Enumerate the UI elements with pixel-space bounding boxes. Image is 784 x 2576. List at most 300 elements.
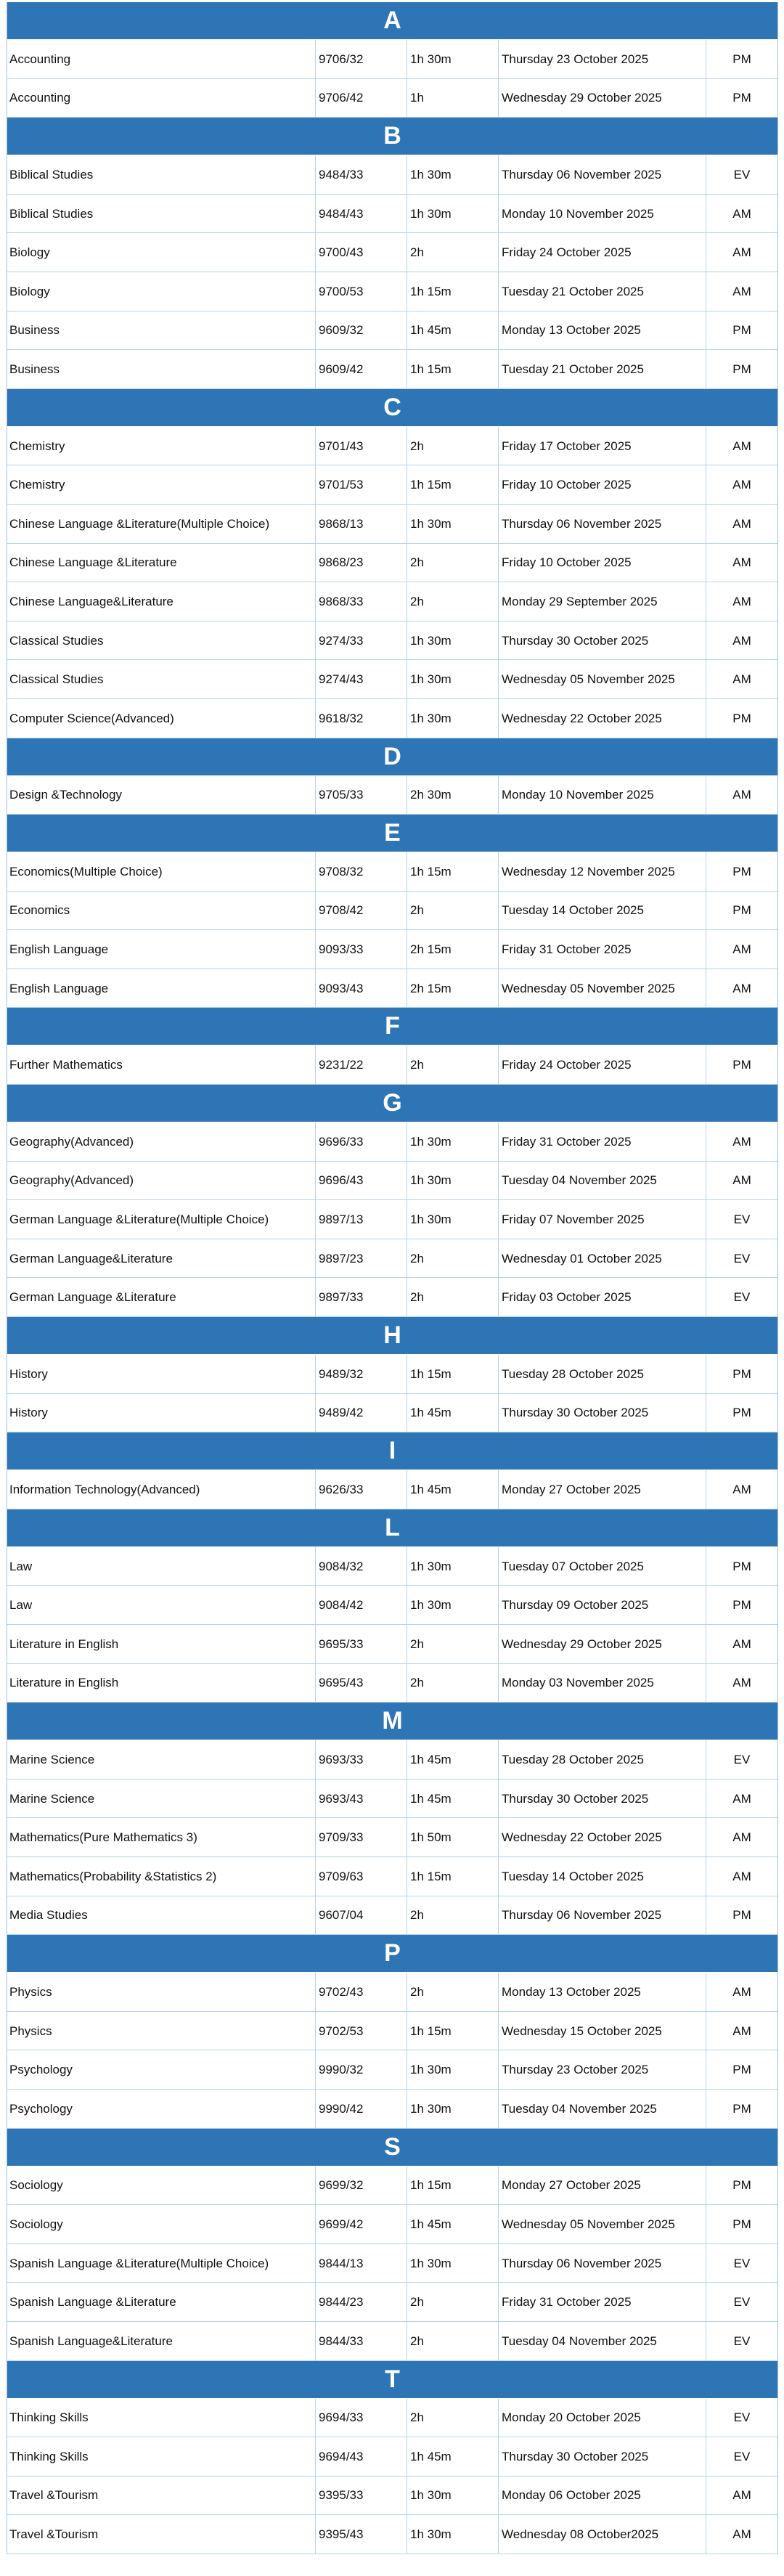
table-row [7, 505, 777, 544]
duration-cell: 1h 30m [407, 2050, 499, 2089]
table-row [7, 699, 777, 738]
table-row [7, 465, 777, 505]
subject-cell: Travel &Tourism [7, 2515, 316, 2553]
session-cell: PM [732, 1908, 751, 1923]
date-cell: Tuesday 28 October 2025 [499, 1740, 706, 1779]
session-cell: AM [732, 555, 751, 570]
table-row [7, 2515, 777, 2554]
subject-cell: Accounting [7, 40, 316, 78]
date-cell: Thursday 09 October 2025 [499, 1586, 706, 1624]
syllabus-code-cell: 9868/23 [316, 544, 407, 582]
date-cell: Monday 29 September 2025 [499, 582, 706, 621]
session-cell: AM [732, 1830, 751, 1845]
date-cell: Thursday 06 November 2025 [499, 155, 706, 194]
session-cell: AM [732, 2488, 751, 2503]
section-header-t: T [7, 2361, 777, 2399]
session-cell: PM [732, 323, 751, 338]
table-row [7, 1200, 777, 1239]
date-cell: Wednesday 12 November 2025 [499, 852, 706, 891]
date-cell: Friday 03 October 2025 [499, 1278, 706, 1316]
syllabus-code-cell: 9231/22 [316, 1046, 407, 1084]
subject-cell: Business [7, 311, 316, 350]
duration-cell: 1h 15m [407, 1857, 499, 1896]
section-header-c: C [7, 389, 777, 427]
duration-cell: 1h 45m [407, 1394, 499, 1432]
duration-cell: 1h 30m [407, 155, 499, 194]
subject-cell: Mathematics(Pure Mathematics 3) [7, 1818, 316, 1856]
date-cell: Thursday 23 October 2025 [499, 2050, 706, 2089]
section-header-i: I [7, 1432, 777, 1470]
date-cell: Monday 03 November 2025 [499, 1664, 706, 1703]
duration-cell: 2h [407, 582, 499, 621]
table-row [7, 155, 777, 195]
table-row [7, 2283, 777, 2322]
session-cell: AM [732, 284, 751, 298]
subject-cell: German Language&Literature [7, 1239, 316, 1278]
table-row [7, 2050, 777, 2090]
date-cell: Friday 31 October 2025 [499, 930, 706, 969]
syllabus-code-cell: 9093/33 [316, 930, 407, 969]
subject-cell: Spanish Language&Literature [7, 2322, 316, 2360]
table-row [7, 2244, 777, 2283]
session-cell: EV [733, 2449, 751, 2463]
subject-cell: Further Mathematics [7, 1046, 316, 1084]
duration-cell: 1h 30m [407, 1162, 499, 1200]
session-cell: EV [733, 2295, 751, 2310]
subject-cell: Chemistry [7, 465, 316, 504]
session-cell: AM [732, 1791, 751, 1806]
table-row [7, 660, 777, 699]
duration-cell: 1h 50m [407, 1818, 499, 1856]
session-cell: PM [732, 362, 751, 376]
session-cell: AM [732, 439, 751, 453]
duration-cell: 2h [407, 2399, 499, 2437]
table-row [7, 427, 777, 466]
session-cell: PM [732, 91, 751, 105]
section-header-e: E [7, 815, 777, 852]
table-row [7, 2322, 777, 2361]
date-cell: Friday 31 October 2025 [499, 1122, 706, 1161]
subject-cell: Thinking Skills [7, 2399, 316, 2437]
section-header-f: F [7, 1008, 777, 1046]
session-cell: PM [732, 1058, 751, 1072]
syllabus-code-cell: 9274/43 [316, 660, 407, 698]
subject-cell: Marine Science [7, 1740, 316, 1779]
syllabus-code-cell: 9844/23 [316, 2283, 407, 2321]
session-cell: PM [732, 903, 751, 918]
date-cell: Wednesday 22 October 2025 [499, 1818, 706, 1856]
session-cell: AM [732, 1173, 751, 1188]
syllabus-code-cell: 9693/33 [316, 1740, 407, 1779]
table-row [7, 1355, 777, 1394]
date-cell: Friday 31 October 2025 [499, 2283, 706, 2321]
duration-cell: 2h [407, 1625, 499, 1663]
session-cell: PM [732, 1366, 751, 1381]
date-cell: Monday 27 October 2025 [499, 2167, 706, 2205]
syllabus-code-cell: 9609/42 [316, 350, 407, 388]
subject-cell: Spanish Language &Literature(Multiple Choice) [7, 2244, 316, 2283]
session-cell: EV [733, 1290, 751, 1305]
date-cell: Tuesday 04 November 2025 [499, 1162, 706, 1200]
syllabus-code-cell: 9700/53 [316, 272, 407, 311]
syllabus-code-cell: 9484/33 [316, 155, 407, 194]
table-row [7, 1740, 777, 1780]
table-row [7, 2437, 777, 2477]
subject-cell: Classical Studies [7, 660, 316, 698]
session-cell: AM [732, 1869, 751, 1883]
session-cell: AM [732, 2023, 751, 2038]
table-row [7, 2090, 777, 2129]
date-cell: Monday 10 November 2025 [499, 776, 706, 815]
duration-cell: 1h 30m [407, 1122, 499, 1161]
duration-cell: 2h [407, 427, 499, 465]
syllabus-code-cell: 9706/42 [316, 79, 407, 118]
table-row [7, 1239, 777, 1279]
duration-cell: 1h 30m [407, 195, 499, 233]
syllabus-code-cell: 9708/32 [316, 852, 407, 891]
subject-cell: Chinese Language&Literature [7, 582, 316, 621]
exam-timetable [7, 2, 778, 2554]
date-cell: Wednesday 08 October2025 [499, 2515, 706, 2553]
date-cell: Friday 10 October 2025 [499, 465, 706, 504]
duration-cell: 1h 15m [407, 2012, 499, 2050]
syllabus-code-cell: 9093/43 [316, 969, 407, 1008]
duration-cell: 2h [407, 233, 499, 272]
duration-cell: 2h 15m [407, 969, 499, 1008]
syllabus-code-cell: 9701/43 [316, 427, 407, 465]
syllabus-code-cell: 9618/32 [316, 699, 407, 738]
table-row [7, 1780, 777, 1819]
syllabus-code-cell: 9897/13 [316, 1200, 407, 1239]
section-header-s: S [7, 2129, 777, 2167]
syllabus-code-cell: 9694/33 [316, 2399, 407, 2437]
duration-cell: 1h 15m [407, 272, 499, 311]
session-cell: EV [733, 1251, 751, 1265]
subject-cell: Physics [7, 1973, 316, 2011]
session-cell: PM [732, 2217, 751, 2231]
session-cell: AM [732, 1984, 751, 1999]
table-row [7, 776, 777, 815]
subject-cell: Accounting [7, 79, 316, 118]
session-cell: AM [732, 478, 751, 492]
table-row [7, 930, 777, 969]
duration-cell: 1h 15m [407, 1355, 499, 1393]
duration-cell: 1h 30m [407, 505, 499, 543]
date-cell: Tuesday 07 October 2025 [499, 1547, 706, 1586]
session-cell: EV [733, 1212, 751, 1227]
date-cell: Thursday 06 November 2025 [499, 505, 706, 543]
session-cell: AM [732, 2527, 751, 2542]
syllabus-code-cell: 9699/42 [316, 2205, 407, 2243]
subject-cell: Biblical Studies [7, 195, 316, 233]
table-row [7, 1162, 777, 1201]
duration-cell: 1h 30m [407, 2477, 499, 2515]
syllabus-code-cell: 9709/33 [316, 1818, 407, 1856]
syllabus-code-cell: 9695/43 [316, 1664, 407, 1703]
syllabus-code-cell: 9626/33 [316, 1470, 407, 1509]
section-header-g: G [7, 1085, 777, 1122]
duration-cell: 1h 15m [407, 2167, 499, 2205]
session-cell: AM [732, 1483, 751, 1497]
subject-cell: Economics [7, 892, 316, 930]
subject-cell: Law [7, 1586, 316, 1624]
section-header-d: D [7, 738, 777, 776]
session-cell: PM [732, 1406, 751, 1420]
table-row [7, 2205, 777, 2244]
table-row [7, 892, 777, 931]
date-cell: Wednesday 29 October 2025 [499, 79, 706, 118]
subject-cell: Classical Studies [7, 621, 316, 660]
table-row [7, 1046, 777, 1085]
syllabus-code-cell: 9484/43 [316, 195, 407, 233]
section-header-b: B [7, 118, 777, 155]
duration-cell: 1h 30m [407, 1586, 499, 1624]
syllabus-code-cell: 9844/13 [316, 2244, 407, 2283]
syllabus-code-cell: 9084/42 [316, 1586, 407, 1624]
syllabus-code-cell: 9702/43 [316, 1973, 407, 2011]
table-row [7, 852, 777, 892]
session-cell: AM [732, 672, 751, 687]
table-row [7, 350, 777, 389]
subject-cell: Chinese Language &Literature [7, 544, 316, 582]
table-row [7, 1664, 777, 1703]
syllabus-code-cell: 9868/33 [316, 582, 407, 621]
subject-cell: Marine Science [7, 1780, 316, 1818]
table-row [7, 79, 777, 118]
syllabus-code-cell: 9696/43 [316, 1162, 407, 1200]
duration-cell: 1h 15m [407, 852, 499, 891]
duration-cell: 1h 45m [407, 2205, 499, 2243]
duration-cell: 2h [407, 1664, 499, 1703]
syllabus-code-cell: 9705/33 [316, 776, 407, 815]
date-cell: Friday 07 November 2025 [499, 1200, 706, 1239]
syllabus-code-cell: 9700/43 [316, 233, 407, 272]
duration-cell: 1h 15m [407, 350, 499, 388]
date-cell: Tuesday 04 November 2025 [499, 2090, 706, 2128]
section-header-l: L [7, 1509, 777, 1547]
date-cell: Wednesday 05 November 2025 [499, 2205, 706, 2243]
session-cell: AM [732, 1637, 751, 1651]
syllabus-code-cell: 9695/33 [316, 1625, 407, 1663]
subject-cell: Travel &Tourism [7, 2477, 316, 2515]
subject-cell: Spanish Language &Literature [7, 2283, 316, 2321]
date-cell: Friday 10 October 2025 [499, 544, 706, 582]
date-cell: Thursday 23 October 2025 [499, 40, 706, 78]
syllabus-code-cell: 9609/32 [316, 311, 407, 350]
date-cell: Friday 24 October 2025 [499, 1046, 706, 1084]
duration-cell: 1h [407, 79, 499, 118]
duration-cell: 2h [407, 2283, 499, 2321]
duration-cell: 2h [407, 892, 499, 930]
date-cell: Wednesday 15 October 2025 [499, 2012, 706, 2050]
duration-cell: 1h 30m [407, 2244, 499, 2283]
session-cell: AM [732, 942, 751, 957]
syllabus-code-cell: 9274/33 [316, 621, 407, 660]
duration-cell: 2h [407, 1278, 499, 1316]
subject-cell: Chemistry [7, 427, 316, 465]
subject-cell: Biology [7, 272, 316, 311]
syllabus-code-cell: 9694/43 [316, 2437, 407, 2476]
subject-cell: Sociology [7, 2167, 316, 2205]
table-row [7, 1818, 777, 1857]
syllabus-code-cell: 9990/42 [316, 2090, 407, 2128]
date-cell: Thursday 30 October 2025 [499, 1394, 706, 1432]
syllabus-code-cell: 9897/33 [316, 1278, 407, 1316]
date-cell: Monday 10 November 2025 [499, 195, 706, 233]
session-cell: AM [732, 788, 751, 802]
date-cell: Wednesday 29 October 2025 [499, 1625, 706, 1663]
date-cell: Monday 27 October 2025 [499, 1470, 706, 1509]
duration-cell: 1h 30m [407, 40, 499, 78]
duration-cell: 1h 45m [407, 2437, 499, 2476]
session-cell: AM [732, 981, 751, 995]
subject-cell: German Language &Literature [7, 1278, 316, 1316]
session-cell: AM [732, 1676, 751, 1690]
session-cell: PM [732, 1598, 751, 1613]
duration-cell: 1h 30m [407, 2090, 499, 2128]
date-cell: Tuesday 14 October 2025 [499, 1857, 706, 1896]
table-row [7, 195, 777, 234]
session-cell: EV [733, 2334, 751, 2348]
subject-cell: Economics(Multiple Choice) [7, 852, 316, 891]
subject-cell: English Language [7, 930, 316, 969]
duration-cell: 1h 30m [407, 1200, 499, 1239]
date-cell: Wednesday 05 November 2025 [499, 969, 706, 1008]
syllabus-code-cell: 9706/32 [316, 40, 407, 78]
subject-cell: English Language [7, 969, 316, 1008]
table-row [7, 40, 777, 79]
date-cell: Thursday 06 November 2025 [499, 1896, 706, 1935]
syllabus-code-cell: 9990/32 [316, 2050, 407, 2089]
session-cell: EV [733, 167, 751, 182]
duration-cell: 1h 45m [407, 1780, 499, 1818]
session-cell: EV [733, 2256, 751, 2270]
date-cell: Tuesday 04 November 2025 [499, 2322, 706, 2360]
session-cell: AM [732, 245, 751, 260]
duration-cell: 1h 30m [407, 699, 499, 738]
date-cell: Monday 20 October 2025 [499, 2399, 706, 2437]
subject-cell: Business [7, 350, 316, 388]
syllabus-code-cell: 9489/42 [316, 1394, 407, 1432]
subject-cell: Sociology [7, 2205, 316, 2243]
duration-cell: 1h 45m [407, 1740, 499, 1779]
table-row [7, 233, 777, 272]
date-cell: Monday 13 October 2025 [499, 311, 706, 350]
table-row [7, 1896, 777, 1936]
date-cell: Tuesday 21 October 2025 [499, 272, 706, 311]
section-header-m: M [7, 1703, 777, 1740]
session-cell: AM [732, 516, 751, 531]
subject-cell: German Language &Literature(Multiple Choice) [7, 1200, 316, 1239]
duration-cell: 2h [407, 544, 499, 582]
subject-cell: Biblical Studies [7, 155, 316, 194]
syllabus-code-cell: 9395/33 [316, 2477, 407, 2515]
subject-cell: Literature in English [7, 1664, 316, 1703]
session-cell: PM [732, 864, 751, 879]
syllabus-code-cell: 9395/43 [316, 2515, 407, 2553]
table-row [7, 2399, 777, 2438]
syllabus-code-cell: 9868/13 [316, 505, 407, 543]
subject-cell: Biology [7, 233, 316, 272]
subject-cell: Chinese Language &Literature(Multiple Choice) [7, 505, 316, 543]
table-row [7, 1470, 777, 1509]
session-cell: PM [732, 52, 751, 66]
session-cell: AM [732, 1134, 751, 1149]
date-cell: Thursday 30 October 2025 [499, 621, 706, 660]
duration-cell: 1h 30m [407, 660, 499, 698]
syllabus-code-cell: 9709/63 [316, 1857, 407, 1896]
table-row [7, 621, 777, 661]
subject-cell: Information Technology(Advanced) [7, 1470, 316, 1509]
duration-cell: 2h [407, 1896, 499, 1935]
section-header-p: P [7, 1935, 777, 1973]
session-cell: AM [732, 206, 751, 221]
date-cell: Tuesday 21 October 2025 [499, 350, 706, 388]
table-row [7, 272, 777, 311]
date-cell: Monday 13 October 2025 [499, 1973, 706, 2011]
table-row [7, 1547, 777, 1586]
table-row [7, 1973, 777, 2012]
syllabus-code-cell: 9699/32 [316, 2167, 407, 2205]
syllabus-code-cell: 9702/53 [316, 2012, 407, 2050]
syllabus-code-cell: 9489/32 [316, 1355, 407, 1393]
date-cell: Thursday 30 October 2025 [499, 2437, 706, 2476]
date-cell: Thursday 06 November 2025 [499, 2244, 706, 2283]
table-row [7, 544, 777, 583]
date-cell: Tuesday 28 October 2025 [499, 1355, 706, 1393]
date-cell: Wednesday 01 October 2025 [499, 1239, 706, 1278]
date-cell: Tuesday 14 October 2025 [499, 892, 706, 930]
syllabus-code-cell: 9693/43 [316, 1780, 407, 1818]
session-cell: PM [732, 1559, 751, 1573]
subject-cell: Geography(Advanced) [7, 1162, 316, 1200]
session-cell: PM [732, 2178, 751, 2193]
table-row [7, 2477, 777, 2516]
table-row [7, 969, 777, 1008]
date-cell: Friday 24 October 2025 [499, 233, 706, 272]
session-cell: AM [732, 594, 751, 608]
syllabus-code-cell: 9844/33 [316, 2322, 407, 2360]
table-row [7, 1586, 777, 1625]
section-header-h: H [7, 1317, 777, 1355]
subject-cell: History [7, 1394, 316, 1432]
date-cell: Monday 06 October 2025 [499, 2477, 706, 2515]
duration-cell: 2h [407, 2322, 499, 2360]
syllabus-code-cell: 9708/42 [316, 892, 407, 930]
syllabus-code-cell: 9607/04 [316, 1896, 407, 1935]
subject-cell: Law [7, 1547, 316, 1586]
table-row [7, 1394, 777, 1433]
duration-cell: 1h 30m [407, 1547, 499, 1586]
duration-cell: 1h 15m [407, 465, 499, 504]
session-cell: EV [733, 2410, 751, 2425]
duration-cell: 1h 30m [407, 621, 499, 660]
subject-cell: History [7, 1355, 316, 1393]
session-cell: PM [732, 2063, 751, 2077]
subject-cell: Psychology [7, 2050, 316, 2089]
date-cell: Thursday 30 October 2025 [499, 1780, 706, 1818]
session-cell: AM [732, 633, 751, 648]
session-cell: PM [732, 711, 751, 725]
duration-cell: 1h 30m [407, 2515, 499, 2553]
subject-cell: Geography(Advanced) [7, 1122, 316, 1161]
duration-cell: 2h [407, 1973, 499, 2011]
duration-cell: 2h 30m [407, 776, 499, 815]
table-row [7, 582, 777, 621]
table-row [7, 2167, 777, 2206]
duration-cell: 2h [407, 1046, 499, 1084]
subject-cell: Media Studies [7, 1896, 316, 1935]
